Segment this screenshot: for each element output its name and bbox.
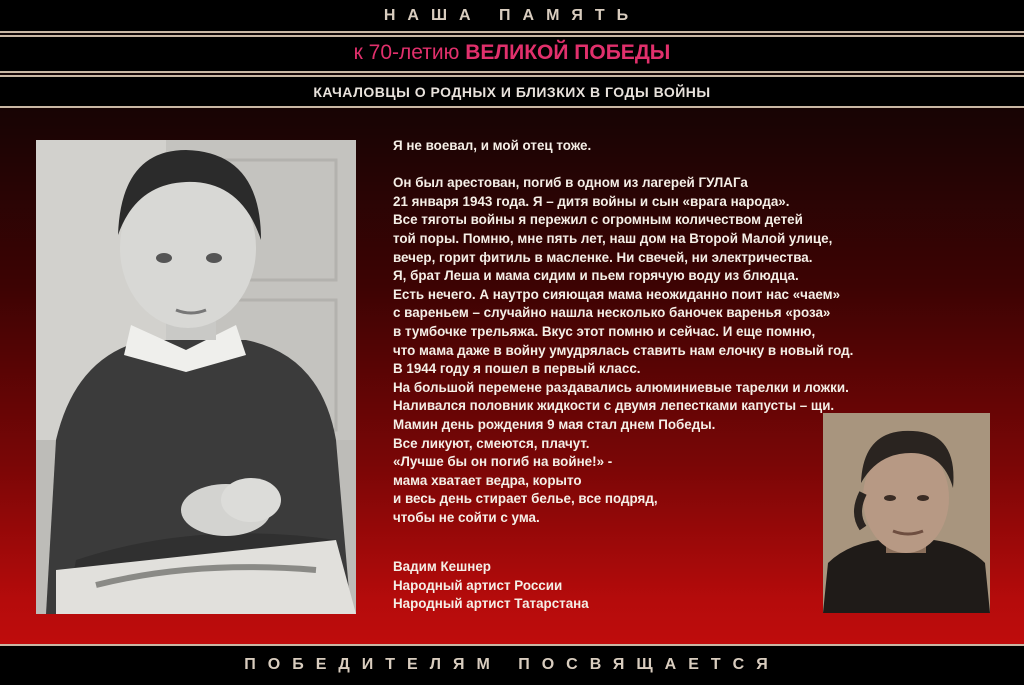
- story-line: Наливался половник жидкости с двумя лепестками капусты – щи.: [393, 398, 835, 414]
- story-line: Я, брат Леша и мама сидим и пьем горячую воду из блюдца.: [393, 268, 799, 284]
- subtitle-main: ВЕЛИКОЙ ПОБЕДЫ: [465, 41, 671, 64]
- childhood-photo-illustration: [36, 140, 356, 614]
- story-line: Все ликуют, смеются, плачут.: [393, 435, 590, 451]
- story-line: мама хватает ведра, корыто: [393, 472, 582, 488]
- signature-block: [393, 558, 589, 614]
- header-kicker: НАША ПАМЯТЬ: [383, 7, 641, 24]
- header-subtitle: [0, 41, 1024, 65]
- header-tagline: КАЧАЛОВЦЫ О РОДНЫХ И БЛИЗКИХ В ГОДЫ ВОЙНЫ: [313, 84, 711, 100]
- story-line: Мамин день рождения 9 мая стал днем Победы.: [393, 416, 716, 432]
- story-text: [393, 137, 1005, 527]
- signature-title: Народный артист Татарстана: [393, 596, 589, 612]
- story-line: Есть нечего. А наутро сияющая мама неожиданно поит нас «чаем»: [393, 286, 841, 302]
- story-line: На большой перемене раздавались алюминиевые тарелки и ложки.: [393, 379, 849, 395]
- story-line: Все тяготы войны я пережил с огромным количеством детей: [393, 212, 803, 228]
- story-gap: [393, 156, 1005, 175]
- signature-title: Народный артист России: [393, 577, 563, 593]
- story-line: чтобы не сойти с ума.: [393, 509, 540, 525]
- childhood-photo: [36, 140, 356, 614]
- footer-kicker: ПОБЕДИТЕЛЯМ ПОСВЯЩАЕТСЯ: [244, 656, 780, 673]
- story-opening: Я не воевал, и мой отец тоже.: [393, 138, 592, 153]
- story-line: той поры. Помню, мне пять лет, наш дом на Второй Малой улице,: [393, 230, 833, 246]
- story-line: В 1944 году я пошел в первый класс.: [393, 361, 641, 377]
- story-line: в тумбочке трельяжа. Вкус этот помню и сейчас. И еще помню,: [393, 323, 816, 339]
- story-line: 21 января 1943 года. Я – дитя войны и сын «врага народа».: [393, 193, 790, 209]
- story-line: «Лучше бы он погиб на войне!» -: [393, 454, 613, 470]
- story-line: вечер, горит фитиль в масленке. Ни свечей, ни электричества.: [393, 249, 813, 265]
- story-line: что мама даже в войну умудрялась ставить нам елочку в новый год.: [393, 342, 854, 358]
- story-line: с вареньем – случайно нашла несколько баночек варенья «роза»: [393, 305, 831, 321]
- signature-name: Вадим Кешнер: [393, 559, 491, 574]
- subtitle-prefix: к 70-летию: [353, 41, 460, 64]
- story-line: Он был арестован, погиб в одном из лагерей ГУЛАГа: [393, 175, 748, 191]
- story-line: и весь день стирает белье, все подряд,: [393, 491, 658, 507]
